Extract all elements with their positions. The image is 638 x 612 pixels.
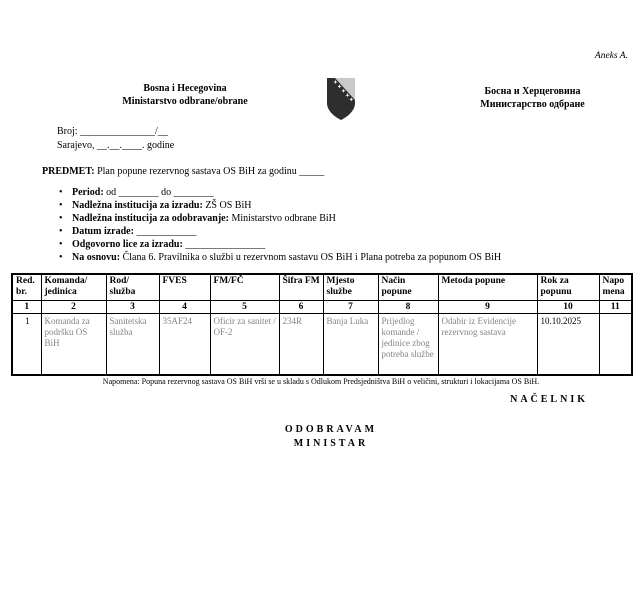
subject-value: Plan popune rezervnog sastava OS BiH za godinu _____: [97, 166, 325, 177]
col-header-nacin: Način popune: [378, 274, 438, 300]
cell-nacin: Prijedlog komande / jedinice zbog potreba službe: [378, 313, 438, 375]
col-number: 3: [106, 300, 159, 313]
bullet-na-osnovu: [58, 251, 630, 264]
reference-date-line: Sarajevo, __.__.____. godine: [57, 139, 175, 151]
col-number: 8: [378, 300, 438, 313]
annex-label: Aneks A.: [594, 51, 628, 61]
bullet-na-osnovu-label: Na osnovu:: [72, 252, 121, 263]
bullet-institution-izrada-label: Nadležna institucija za izradu:: [72, 200, 203, 211]
col-header-fves: FVES: [159, 274, 210, 300]
bullet-odgovorno-lice-value: ________________: [185, 239, 266, 250]
plan-table-container: [11, 273, 633, 376]
table-header-row: [12, 274, 632, 300]
letterhead-cyrillic: [425, 85, 638, 111]
bullet-datum-izrade-value: ____________: [136, 226, 197, 237]
cell-napomena: [599, 313, 632, 375]
metadata-bullet-list: [58, 186, 630, 264]
signature-ministar: MINISTAR: [293, 438, 369, 449]
col-number: 6: [279, 300, 323, 313]
bullet-institution-izrada: [58, 199, 630, 212]
col-header-rok: Rok za popunu: [537, 274, 599, 300]
col-number: 1: [12, 300, 41, 313]
cell-rod: Sanitetska služba: [106, 313, 159, 375]
cell-komanda: Komanda za podršku OS BiH: [41, 313, 106, 375]
bullet-institution-odobravanje: [58, 212, 630, 225]
cell-metoda: Odabir iz Evidencije rezervnog sastava: [438, 313, 537, 375]
col-number: 10: [537, 300, 599, 313]
cell-redbr: 1: [12, 313, 41, 375]
letterhead-latin: [75, 82, 295, 108]
cell-sifra: 234R: [279, 313, 323, 375]
col-header-fmfc: FM/FČ: [210, 274, 279, 300]
table-column-number-row: [12, 300, 632, 313]
signature-approval-block: [12, 423, 638, 451]
col-number: 4: [159, 300, 210, 313]
cell-mjesto: Banja Luka: [323, 313, 378, 375]
bullet-na-osnovu-value: Člana 6. Pravilnika o službi u rezervnom sastavu OS BiH i Plana potreba za popunom OS BiH: [122, 252, 502, 263]
cell-fmfc: Oficir za sanitet / OF-2: [210, 313, 279, 375]
col-header-napomena: Napo mena: [599, 274, 632, 300]
bullet-datum-izrade-label: Datum izrade:: [72, 226, 134, 237]
col-header-metoda: Metoda popune: [438, 274, 537, 300]
bullet-period-label: Period:: [72, 187, 104, 198]
col-header-sifra: Šifra FM: [279, 274, 323, 300]
bullet-odgovorno-lice-label: Odgovorno lice za izradu:: [72, 239, 183, 250]
reference-number-line: Broj: _______________/__: [57, 126, 168, 137]
subject-label: PREDMET:: [42, 166, 95, 177]
bullet-period-value: od ________ do ________: [106, 187, 214, 198]
bullet-institution-odobravanje-label: Nadležna institucija za odobravanje:: [72, 213, 229, 224]
col-number: 9: [438, 300, 537, 313]
subject-line: [42, 166, 324, 177]
bullet-datum-izrade: [58, 225, 630, 238]
col-number: 5: [210, 300, 279, 313]
bullet-institution-odobravanje-value: Ministarstvo odbrane BiH: [231, 213, 336, 224]
reference-block: [57, 125, 174, 152]
bullet-odgovorno-lice: [58, 238, 630, 251]
bullet-period: [58, 186, 630, 199]
bullet-institution-izrada-value: ZŠ OS BiH: [205, 200, 252, 211]
table-row: [12, 313, 632, 375]
letterhead-cyrillic-line2: Министарство одбране: [480, 99, 585, 110]
col-number: 2: [41, 300, 106, 313]
plan-table: [11, 273, 633, 376]
letterhead-latin-line1: Bosna i Hecegovina: [143, 83, 227, 94]
col-number: 11: [599, 300, 632, 313]
signature-odobravam: ODOBRAVAM: [284, 424, 378, 435]
letterhead-latin-line2: Ministarstvo odbrane/obrane: [122, 96, 248, 107]
cell-rok: 10.10.2025: [537, 313, 599, 375]
bih-coat-of-arms-icon: [324, 76, 358, 122]
signature-nacelnik: NAČELNIK: [510, 394, 588, 405]
col-header-komanda: Komanda/ jedinica: [41, 274, 106, 300]
col-header-redbr: Red. br.: [12, 274, 41, 300]
table-footnote: Napomena: Popuna rezervnog sastava OS BiH vrši se u skladu s Odlukom Predsjedništva BiH o veličini, strukturi i lokacijama OS BiH.: [102, 377, 540, 386]
letterhead-cyrillic-line1: Босна и Херцеговина: [484, 86, 581, 97]
col-header-mjesto: Mjesto službe: [323, 274, 378, 300]
col-number: 7: [323, 300, 378, 313]
cell-fves: 35AF24: [159, 313, 210, 375]
col-header-rod: Rod/ služba: [106, 274, 159, 300]
